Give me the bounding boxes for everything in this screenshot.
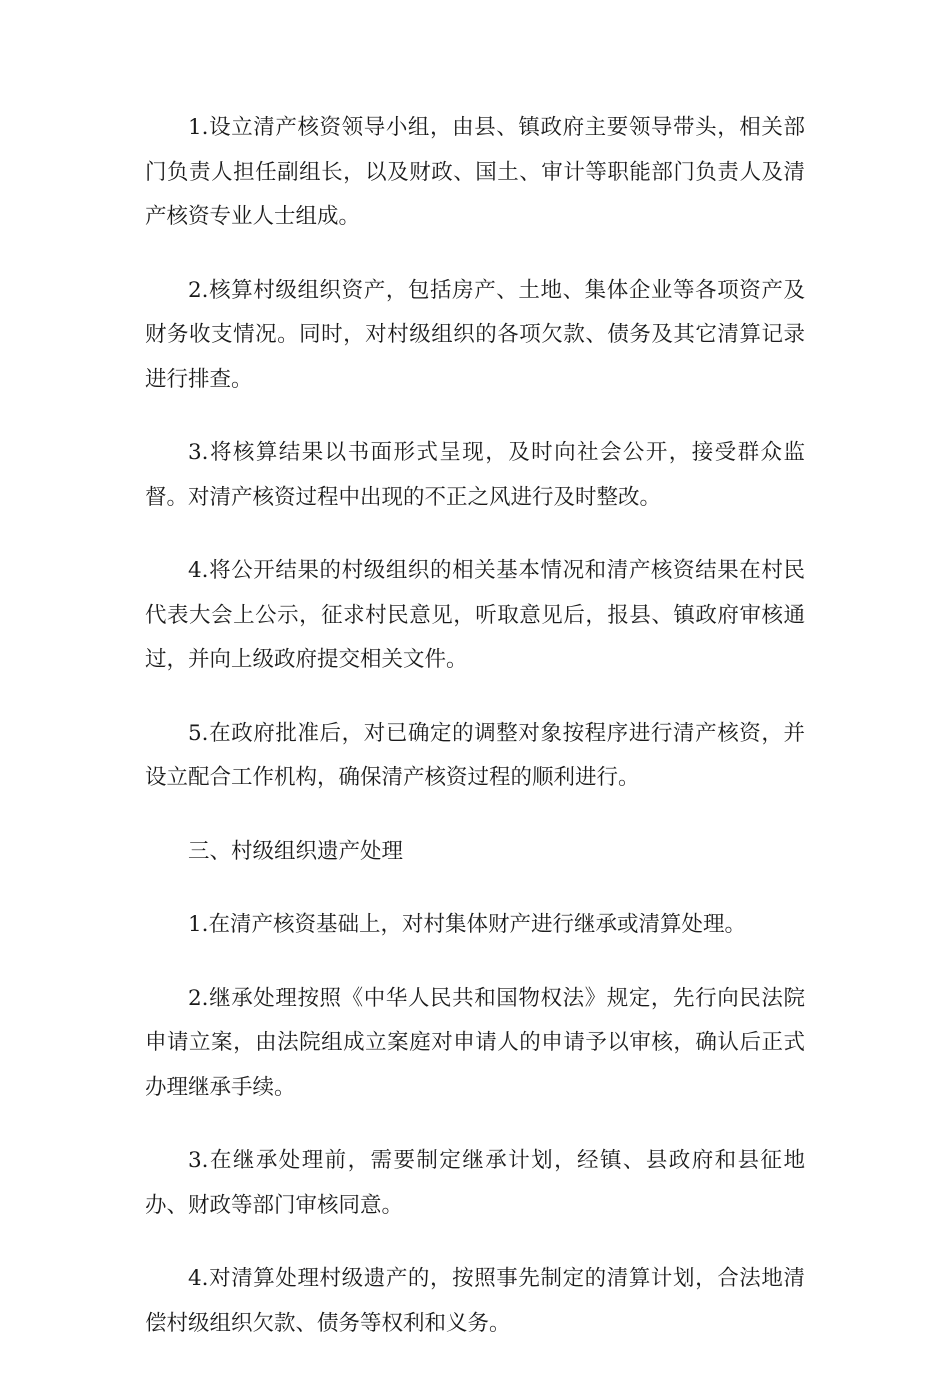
paragraph-7: 2.继承处理按照《中华人民共和国物权法》规定，先行向民法院申请立案，由法院组成立案庭对申请人的申请予以审核，确认后正式办理继承手续。 [145, 985, 805, 1100]
paragraph-4: 4.将公开结果的村级组织的相关基本情况和清产核资结果在村民代表大会上公示，征求村民意见，听取意见后，报县、镇政府审核通过，并向上级政府提交相关文件。 [145, 558, 805, 672]
paragraph-1: 1.设立清产核资领导小组，由县、镇政府主要领导带头，相关部门负责人担任副组长，以及财政、国土、审计等职能部门负责人及清产核资专业人士组成。 [145, 115, 805, 229]
document-body [145, 106, 805, 1375]
paragraph-2: 2.核算村级组织资产，包括房产、土地、集体企业等各项资产及财务收支情况。同时，对村级组织的各项欠款、债务及其它清算记录进行排查。 [145, 277, 805, 392]
paragraph-6: 1.在清产核资基础上，对村集体财产进行继承或清算处理。 [188, 912, 747, 937]
paragraph-9: 4.对清算处理村级遗产的，按照事先制定的清算计划，合法地清偿村级组织欠款、债务等权利和义务。 [145, 1266, 805, 1336]
paragraph-3: 3.将核算结果以书面形式呈现，及时向社会公开，接受群众监督。对清产核资过程中出现的不正之风进行及时整改。 [145, 440, 805, 510]
paragraph-8: 3.在继承处理前，需要制定继承计划，经镇、县政府和县征地办、财政等部门审核同意。 [145, 1148, 805, 1218]
section-heading: 三、村级组织遗产处理 [188, 838, 404, 864]
paragraph-5: 5.在政府批准后，对已确定的调整对象按程序进行清产核资，并设立配合工作机构，确保清产核资过程的顺利进行。 [145, 720, 805, 790]
